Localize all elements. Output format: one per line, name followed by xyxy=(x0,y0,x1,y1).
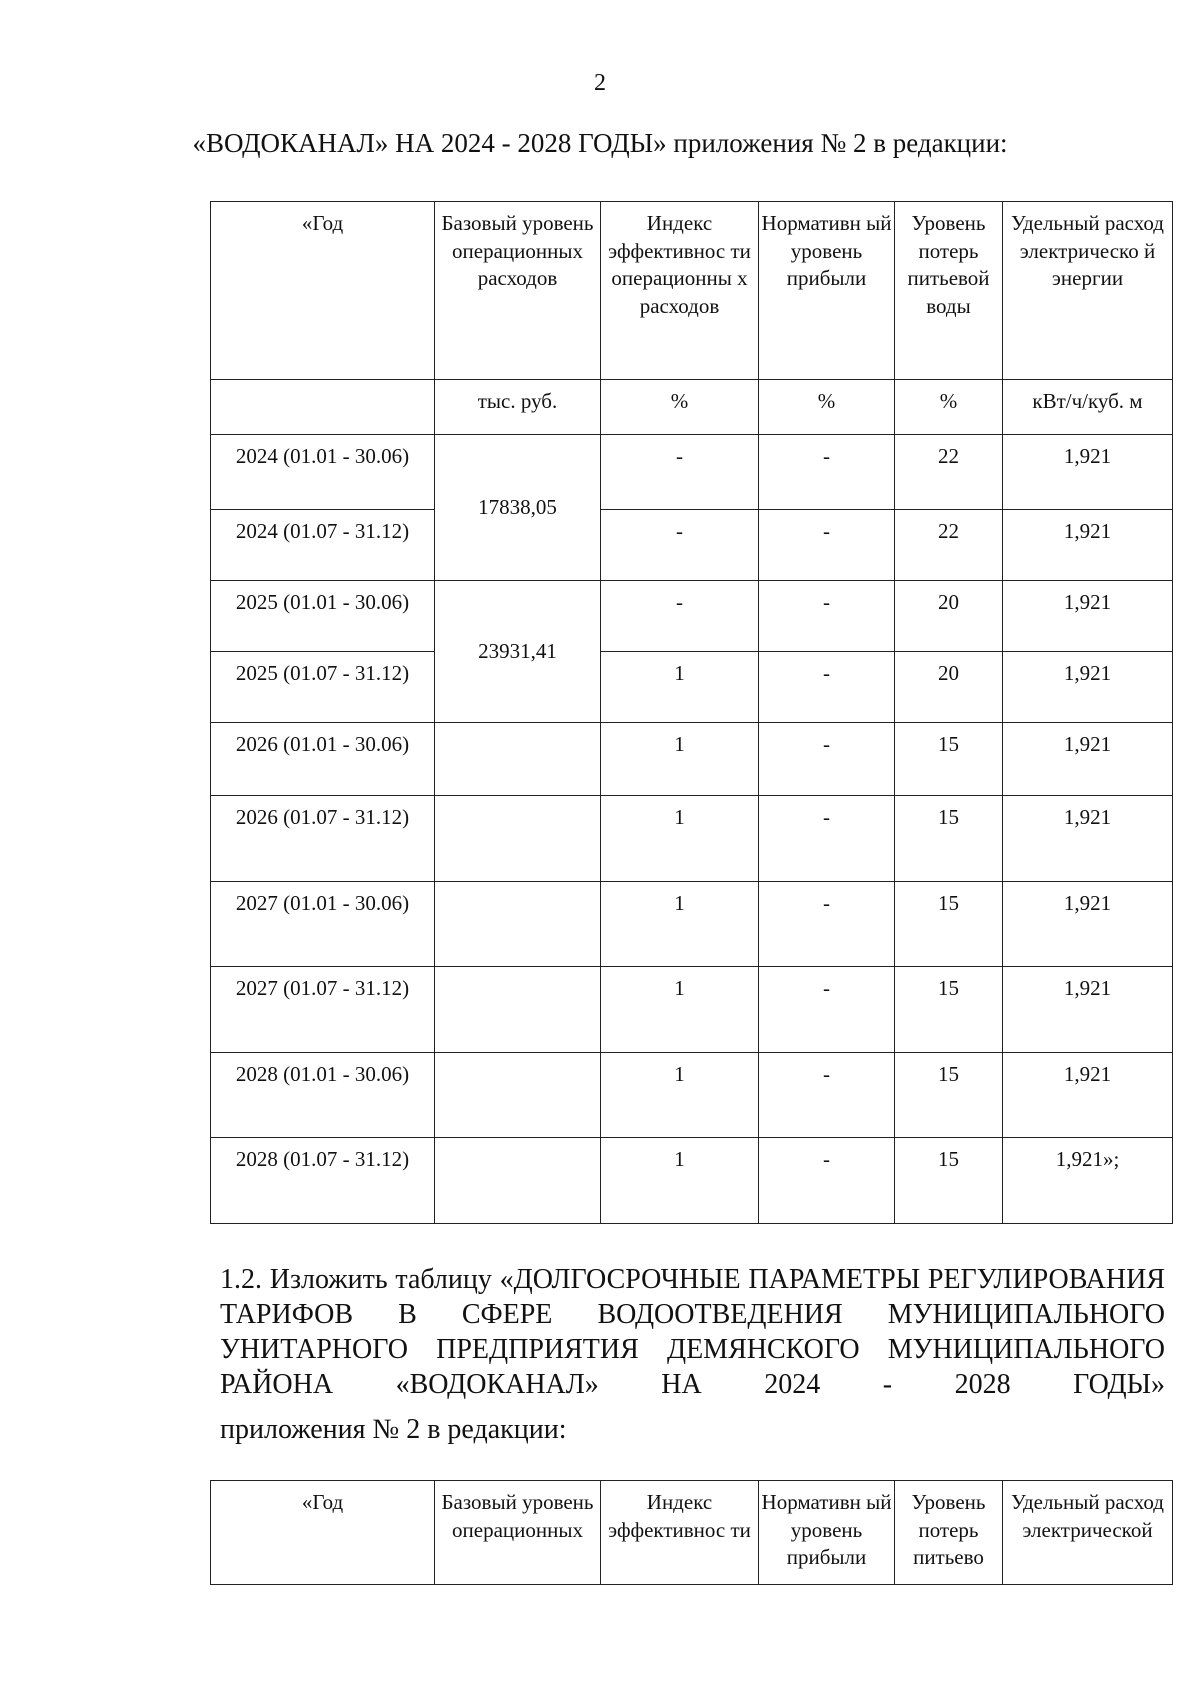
header-water-losses: Уровень потерь питьевой воды xyxy=(895,202,1003,380)
header-base-level: Базовый уровень операционных расходов xyxy=(435,202,601,380)
cell-base-level xyxy=(435,967,601,1053)
cell-profit-level: - xyxy=(759,1138,895,1224)
table-row xyxy=(211,510,1173,581)
cell-year: 2026 (01.07 - 31.12) xyxy=(211,796,435,882)
cell-base-level: 23931,41 xyxy=(435,581,601,723)
cell-efficiency-index: - xyxy=(601,581,759,652)
table-row xyxy=(211,1138,1173,1224)
cell-efficiency-index: 1 xyxy=(601,1138,759,1224)
table-row xyxy=(211,882,1173,967)
paragraph-1-2-last-line: приложения № 2 в редакции: xyxy=(220,1414,567,1445)
header-energy-consumption: Удельный расход электрической xyxy=(1003,1481,1173,1585)
cell-base-level xyxy=(435,723,601,796)
cell-efficiency-index: 1 xyxy=(601,796,759,882)
cell-water-losses: 15 xyxy=(895,723,1003,796)
cell-water-losses: 15 xyxy=(895,1138,1003,1224)
unit-base-level: тыс. руб. xyxy=(435,380,601,435)
cell-efficiency-index: 1 xyxy=(601,1053,759,1138)
cell-profit-level: - xyxy=(759,1053,895,1138)
cell-profit-level: - xyxy=(759,723,895,796)
cell-base-level xyxy=(435,1053,601,1138)
cell-efficiency-index: 1 xyxy=(601,882,759,967)
cell-profit-level: - xyxy=(759,882,895,967)
cell-water-losses: 15 xyxy=(895,967,1003,1053)
cell-year: 2027 (01.01 - 30.06) xyxy=(211,882,435,967)
cell-energy-consumption: 1,921 xyxy=(1003,723,1173,796)
table-row xyxy=(211,796,1173,882)
unit-efficiency-index: % xyxy=(601,380,759,435)
cell-energy-consumption: 1,921 xyxy=(1003,581,1173,652)
unit-profit-level: % xyxy=(759,380,895,435)
cell-energy-consumption: 1,921 xyxy=(1003,967,1173,1053)
cell-year: 2025 (01.01 - 30.06) xyxy=(211,581,435,652)
cell-water-losses: 22 xyxy=(895,435,1003,510)
cell-profit-level: - xyxy=(759,796,895,882)
cell-efficiency-index: 1 xyxy=(601,723,759,796)
cell-efficiency-index: 1 xyxy=(601,652,759,723)
table-row xyxy=(211,723,1173,796)
table-row xyxy=(211,652,1173,723)
unit-energy-consumption: кВт/ч/куб. м xyxy=(1003,380,1173,435)
table-header-row xyxy=(211,202,1173,380)
cell-efficiency-index: - xyxy=(601,435,759,510)
cell-base-level xyxy=(435,796,601,882)
water-supply-parameters-table xyxy=(210,201,1173,1224)
cell-profit-level: - xyxy=(759,967,895,1053)
cell-water-losses: 20 xyxy=(895,581,1003,652)
table-row xyxy=(211,581,1173,652)
header-efficiency-index: Индекс эффективнос ти операционны х расходов xyxy=(601,202,759,380)
cell-year: 2024 (01.07 - 31.12) xyxy=(211,510,435,581)
cell-water-losses: 15 xyxy=(895,796,1003,882)
header-water-losses: Уровень потерь питьево xyxy=(895,1481,1003,1585)
cell-energy-consumption: 1,921 xyxy=(1003,652,1173,723)
cell-base-level xyxy=(435,1138,601,1224)
cell-water-losses: 15 xyxy=(895,1053,1003,1138)
cell-profit-level: - xyxy=(759,581,895,652)
cell-water-losses: 20 xyxy=(895,652,1003,723)
paragraph-1-2: 1.2. Изложить таблицу «ДОЛГОСРОЧНЫЕ ПАРАМЕТРЫ РЕГУЛИРОВАНИЯ ТАРИФОВ В СФЕРЕ ВОДООТВЕДЕНИЯ МУНИЦИПАЛЬНОГО УНИТАРНОГО ПРЕДПРИЯТИЯ ДЕМЯНСКОГО МУНИЦИПАЛЬНОГО РАЙОНА «ВОДОКАНАЛ» НА 2024 - 2028 ГОДЫ» xyxy=(220,1264,1165,1400)
cell-energy-consumption: 1,921 xyxy=(1003,435,1173,510)
cell-base-level xyxy=(435,882,601,967)
cell-energy-consumption: 1,921 xyxy=(1003,882,1173,967)
table-row xyxy=(211,967,1173,1053)
cell-efficiency-index: 1 xyxy=(601,967,759,1053)
header-profit-level: Нормативн ый уровень прибыли xyxy=(759,1481,895,1585)
wastewater-parameters-table xyxy=(210,1480,1173,1585)
cell-profit-level: - xyxy=(759,435,895,510)
cell-year: 2026 (01.01 - 30.06) xyxy=(211,723,435,796)
cell-energy-consumption: 1,921»; xyxy=(1003,1138,1173,1224)
table-heading-continuation: «ВОДОКАНАЛ» НА 2024 - 2028 ГОДЫ» приложения № 2 в редакции: xyxy=(192,128,1008,158)
cell-profit-level: - xyxy=(759,652,895,723)
unit-water-losses: % xyxy=(895,380,1003,435)
cell-energy-consumption: 1,921 xyxy=(1003,510,1173,581)
cell-year: 2027 (01.07 - 31.12) xyxy=(211,967,435,1053)
cell-base-level: 17838,05 xyxy=(435,435,601,581)
header-efficiency-index: Индекс эффективнос ти xyxy=(601,1481,759,1585)
table-header-row xyxy=(211,1481,1173,1585)
cell-water-losses: 15 xyxy=(895,882,1003,967)
header-year: «Год xyxy=(211,1481,435,1585)
cell-profit-level: - xyxy=(759,510,895,581)
header-base-level: Базовый уровень операционных xyxy=(435,1481,601,1585)
page-number: 2 xyxy=(594,70,606,96)
table-row xyxy=(211,1053,1173,1138)
cell-year: 2028 (01.01 - 30.06) xyxy=(211,1053,435,1138)
cell-efficiency-index: - xyxy=(601,510,759,581)
table-units-row xyxy=(211,380,1173,435)
cell-year: 2028 (01.07 - 31.12) xyxy=(211,1138,435,1224)
unit-year xyxy=(211,380,435,435)
cell-water-losses: 22 xyxy=(895,510,1003,581)
header-profit-level: Нормативн ый уровень прибыли xyxy=(759,202,895,380)
header-energy-consumption: Удельный расход электрическо й энергии xyxy=(1003,202,1173,380)
header-year: «Год xyxy=(211,202,435,380)
cell-year: 2024 (01.01 - 30.06) xyxy=(211,435,435,510)
cell-energy-consumption: 1,921 xyxy=(1003,796,1173,882)
table-row xyxy=(211,435,1173,510)
cell-year: 2025 (01.07 - 31.12) xyxy=(211,652,435,723)
cell-energy-consumption: 1,921 xyxy=(1003,1053,1173,1138)
